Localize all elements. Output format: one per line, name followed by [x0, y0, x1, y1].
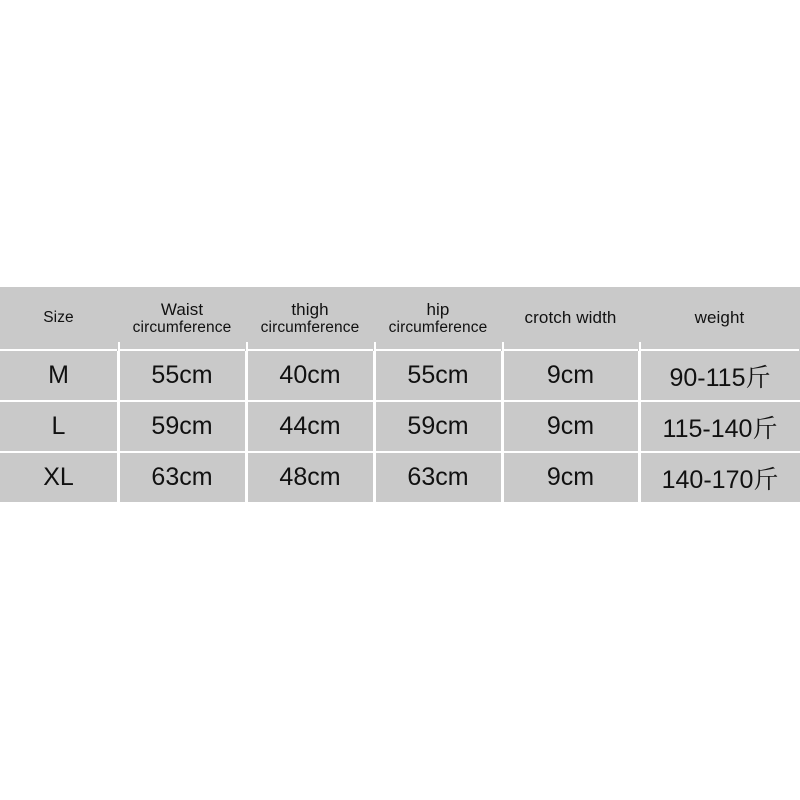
- table-row: [0, 401, 800, 452]
- column-header-size-label: Size: [43, 309, 74, 327]
- cell-size: L: [0, 401, 118, 452]
- column-divider: [639, 342, 641, 502]
- column-header-thigh: [246, 287, 374, 350]
- size-chart-table: [0, 287, 800, 502]
- cell-weight: 115-140斤: [639, 401, 800, 452]
- cell-thigh: 44cm: [246, 401, 374, 452]
- cell-crotch-width: 9cm: [502, 401, 639, 452]
- column-header-hip-line2: circumference: [388, 318, 488, 336]
- column-header-waist-line2: circumference: [132, 318, 232, 336]
- cell-waist: 55cm: [118, 350, 246, 401]
- column-header-size: [0, 287, 118, 350]
- cell-hip: 59cm: [374, 401, 502, 452]
- column-header-crotch-width-label: crotch width: [524, 308, 617, 328]
- cell-weight: 90-115斤: [639, 350, 800, 401]
- cell-hip: 55cm: [374, 350, 502, 401]
- cell-size: XL: [0, 452, 118, 502]
- column-header-thigh-line2: circumference: [260, 318, 360, 336]
- cell-size: M: [0, 350, 118, 401]
- cell-thigh: 40cm: [246, 350, 374, 401]
- cell-hip: 63cm: [374, 452, 502, 502]
- column-header-hip-line1: hip: [426, 299, 450, 319]
- column-divider: [502, 342, 504, 502]
- column-divider: [374, 342, 376, 502]
- column-divider: [246, 342, 248, 502]
- column-divider: [118, 342, 120, 502]
- column-header-weight: [639, 287, 800, 350]
- column-header-thigh-line1: thigh: [291, 299, 329, 319]
- column-header-crotch-width: [502, 287, 639, 350]
- table-row: [0, 452, 800, 502]
- column-header-waist: [118, 287, 246, 350]
- cell-crotch-width: 9cm: [502, 452, 639, 502]
- table-row: [0, 350, 800, 401]
- column-header-hip: [374, 287, 502, 350]
- cell-waist: 63cm: [118, 452, 246, 502]
- cell-crotch-width: 9cm: [502, 350, 639, 401]
- size-chart-band: [0, 287, 800, 502]
- table-header-row: [0, 287, 800, 350]
- column-header-waist-line1: Waist: [160, 299, 204, 319]
- cell-weight: 140-170斤: [639, 452, 800, 502]
- cell-thigh: 48cm: [246, 452, 374, 502]
- cell-waist: 59cm: [118, 401, 246, 452]
- column-header-weight-label: weight: [694, 308, 745, 328]
